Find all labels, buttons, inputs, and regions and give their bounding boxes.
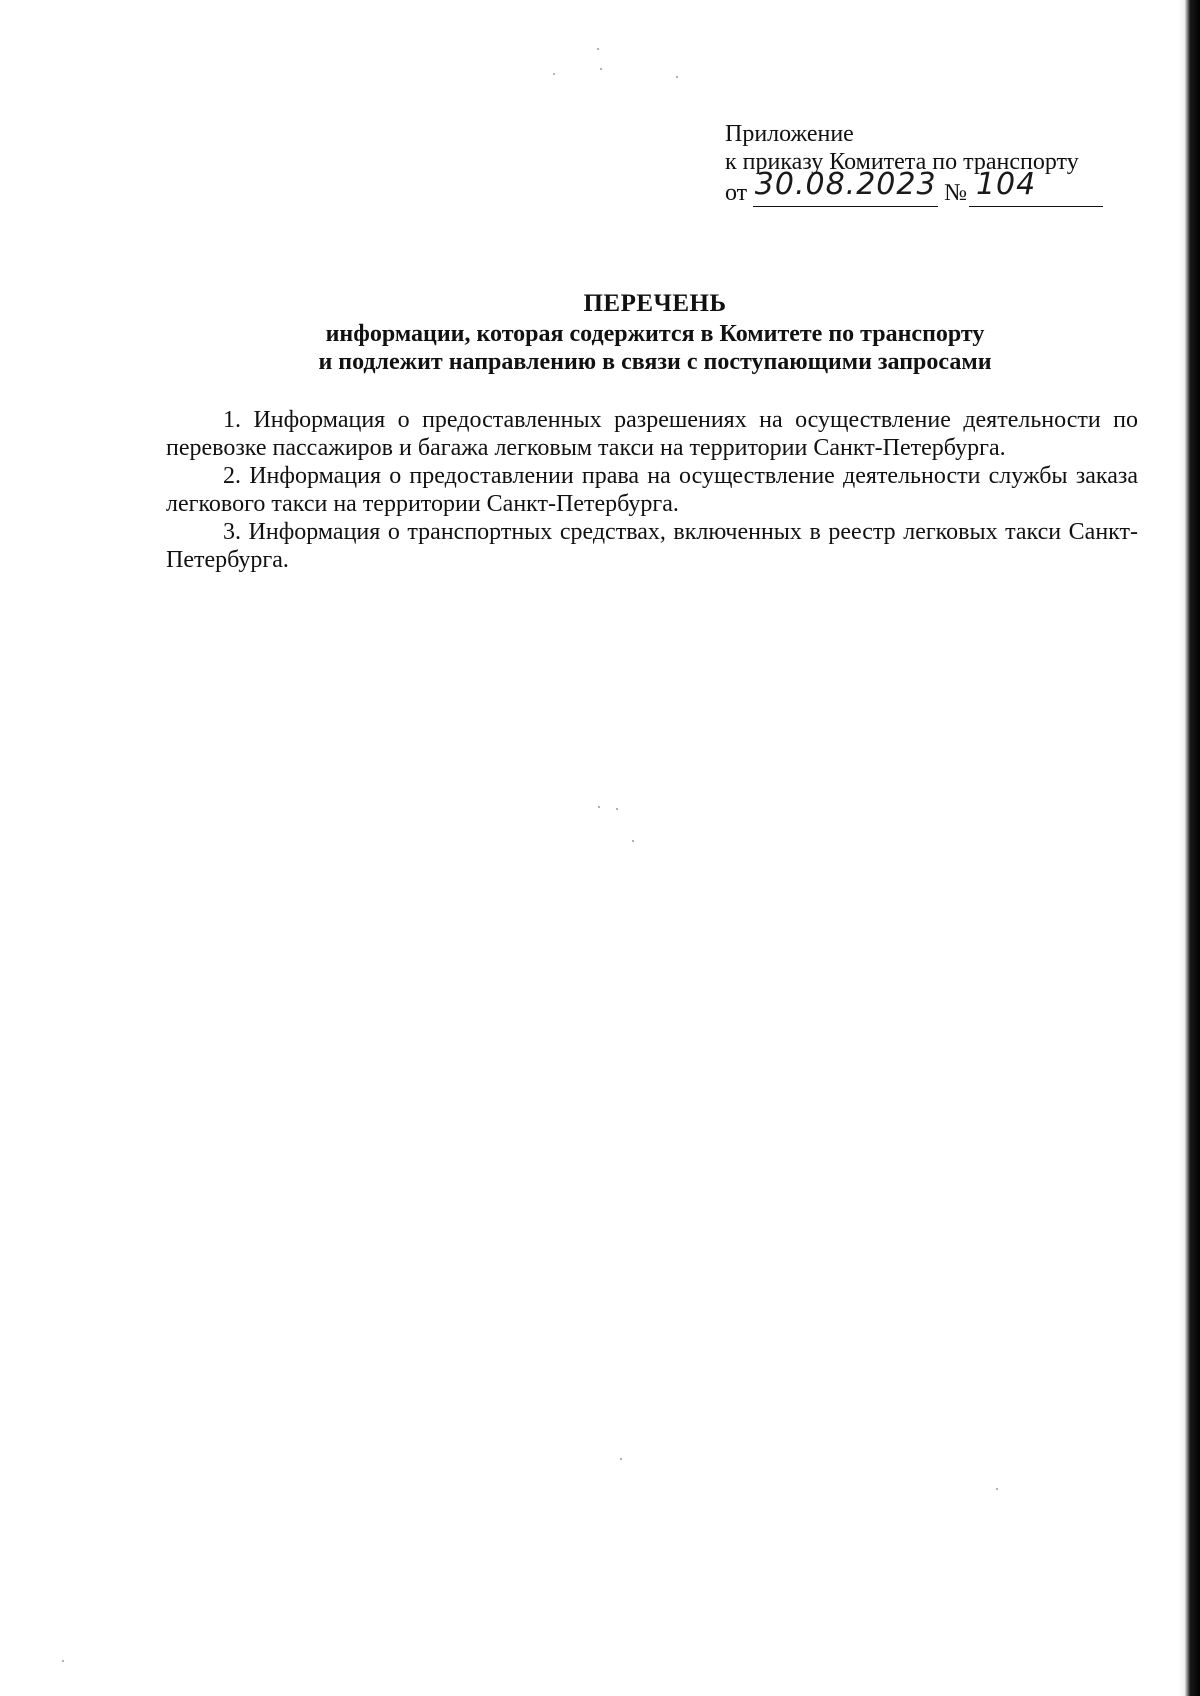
list-item: 3. Информация о транспортных средствах, включенных в реестр легковых такси Санкт-Петербурга. — [166, 519, 1138, 573]
attachment-heading: Приложение — [725, 121, 854, 147]
attachment-date-number-row — [725, 167, 1105, 207]
scan-speck — [62, 1660, 64, 1662]
document-body — [166, 406, 1138, 574]
scan-speck — [632, 840, 634, 842]
number-field — [969, 167, 1103, 207]
document-title: ПЕРЕЧЕНЬ — [583, 290, 727, 317]
list-item: 1. Информация о предоставленных разрешениях на осуществление деятельности по перевозке пассажиров и багажа легковым такси на территории Санкт-Петербурга. — [166, 407, 1138, 461]
scan-speck — [620, 1458, 622, 1460]
attachment-block — [725, 120, 1105, 207]
scan-speck — [676, 76, 678, 78]
scan-speck — [597, 48, 599, 50]
handwritten-number: 104 — [975, 167, 1037, 202]
scan-speck — [616, 808, 618, 810]
date-field — [753, 167, 938, 207]
attachment-order-reference: к приказу Комитета по транспорту — [725, 149, 1079, 175]
scan-speck — [553, 73, 555, 75]
handwritten-date: 30.08.2023 — [754, 167, 937, 202]
number-sign: № — [944, 180, 968, 206]
date-prefix: от — [725, 180, 748, 206]
document-subtitle-line2: и подлежит направлению в связи с поступающими запросами — [318, 349, 992, 375]
document-subtitle-line1: информации, которая содержится в Комитете по транспорту — [325, 321, 985, 347]
scan-speck — [600, 68, 602, 70]
title-block — [160, 290, 1150, 376]
scan-speck — [598, 806, 600, 808]
scan-speck — [996, 1488, 998, 1490]
list-item: 2. Информация о предоставлении права на осуществление деятельности службы заказа легкового такси на территории Санкт-Петербурга. — [166, 463, 1138, 517]
scan-edge — [1178, 0, 1200, 1696]
